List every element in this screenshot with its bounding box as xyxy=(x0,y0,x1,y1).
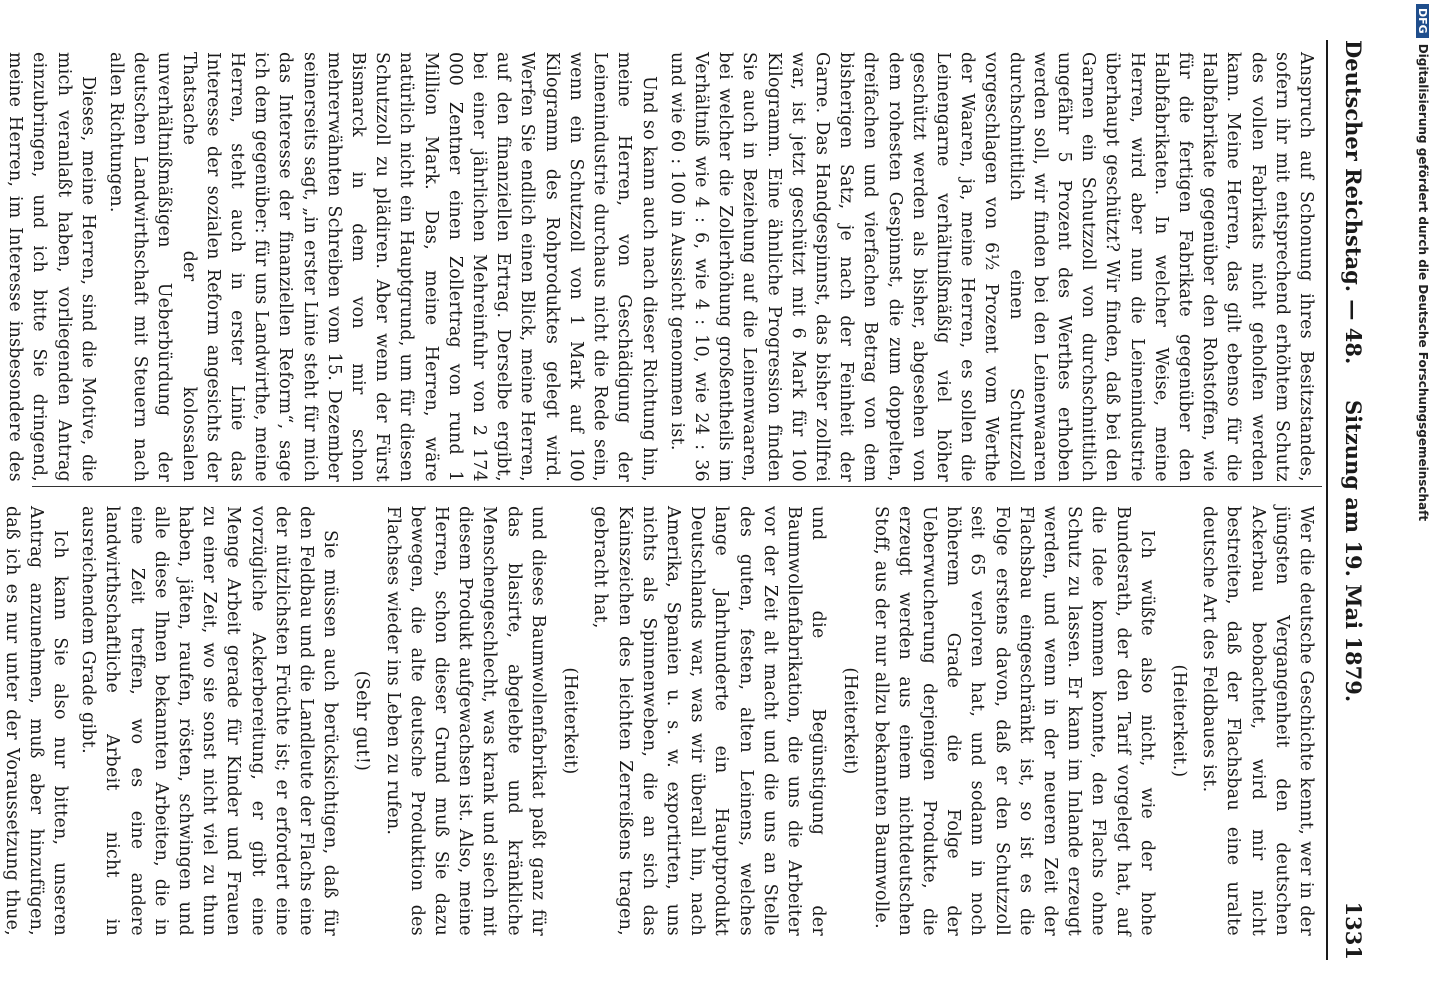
paragraph: Dieses, meine Herren, sind die Motive, die mich veranlaßt haben, vorliegenden Antrag einzubringen, und ich bitte Sie dringend, meine Herren, im Interesse insbesondere des xyxy=(5,52,98,482)
paragraph: Anspruch auf Schonung ihres Besitzstandes, sofern ihr mit entsprechend erhöhtem Schutz des vollen Fabrikats nicht geholfen werden kann. Meine Herren, das gilt ebenso für die Halbfabrikate gegenüber den Rohstoffen, wie für die fertigen Fabrikate gegenüber den Halbfabrikaten. In welcher Weise, meine Herren, wird aber nun die Leinenindustrie überhaupt geschützt? Wir finden, daß bei den Garnen ein Schutzzoll von durchschnittlich ungefähr 5 Prozent des Werthes erhoben werden soll, wir finden bei den Leinenwaaren durchschnittlich einen Schutzzoll vorgeschlagen von 6½ Prozent vom Werthe der Waaren, ja, meine Herren, es sollen die Leinengarne verhältnißmäßig viel höher geschützt werden als bisher, abgesehen von dem rohesten Gespinnst, die zum doppelten, dreifachen und vierfachen Betrag von dem bisherigen Satz, je nach der Feinheit der Garne. Das Handgespinnst, das bisher zollfrei war, ist jetzt geschützt mit 6 Mark für 100 Kilogramm. Eine ähnliche Progression finden Sie auch in Beziehung auf die Leinenwaaren, bei welcher die Zollerhöhung großentheils im Verhältniß wie 4 : 6, wie 4 : 10, wie 24 : 36 und wie 60 : 100 in Aussicht genommen ist. xyxy=(666,52,1316,482)
interjection: (Heiterkeit) xyxy=(840,667,861,775)
interjection: (Heiterkeit.) xyxy=(1168,664,1189,778)
paragraph: und die Begünstigung der Baumwollenfabrikation, die uns die Arbeiter vor der Zeit alt macht und die uns an Stelle des guten, festen, alten Leinens, welches lange Jahrhunderte ein Hauptprodukt Deutschlands war, was wir überall hin, nach Amerika, Spanien u. s. w. exportirten, uns nichts als Spinnenweben, die an sich das Kainszeichen des leichten Zerreißens tragen, gebracht hat, xyxy=(590,506,829,936)
paragraph: Wer die deutsche Geschichte kennt, wer in der jüngsten Vergangenheit den deutschen Ackerbau beobachtet, wird mir nicht bestreiten, daß der Flachsbau eine uralte deutsche Art des Feldbaues ist. xyxy=(1199,506,1316,936)
interjection: (Sehr gut!) xyxy=(352,670,373,772)
paragraph: und dieses Baumwollenfabrikat paßt ganz für das blasirte, abgelebte und kränkliche Menschengeschlecht, was krank und siech mit diesem Produkt aufgewachsen ist. Also, meine Herren, schon dieser Grund muß Sie dazu bewegen, die alte deutsche Produktion des Flachses wieder ins Leben zu rufen. xyxy=(382,506,548,936)
paragraph: Ich wüßte also nicht, wie der hohe Bundesrath, der den Tarif vorgelegt hat, auf die Idee kommen konnte, den Flachs ohne Schutz zu lassen. Er kann im Inlande erzeugt werden, und wenn in der neueren Zeit der Flachsbau eingeschränkt ist, so ist es die Folge erstens davon, daß er den Schutzzoll seit 65 verloren hat, und sodann in noch höherem Grade die Folge der Ueberwucherung derjenigen Produkte, die erzeugt werden aus einem nichtdeutschen Stoff, aus der nur allzu bekannten Baumwolle. xyxy=(870,506,1157,936)
text-column-left xyxy=(5,52,1318,482)
paragraph: Sie müssen auch berücksichtigen, daß für den Feldbau und die Landleute der Flachs eine der nützlichsten Früchte ist; er erfordert eine vorzügliche Ackerbereitung, er gibt eine Menge Arbeit gerade für Kinder und Frauen zu einer Zeit, wo sie sonst nicht viel zu thun haben, jäten, raufen, rösten, schwingen und alle diese Ihnen bekannten Arbeiten, die in eine Zeit treffen, wo es eine andere landwirthschaftliche Arbeit nicht in ausreichendem Grade gibt. xyxy=(78,506,341,936)
paragraph: Ich kann Sie also nur bitten, unseren Antrag anzunehmen, muß aber hinzufügen, daß ich es nur unter der Voraussetzung thue, xyxy=(1,506,71,936)
column-divider xyxy=(32,486,1322,487)
dfg-sidebar xyxy=(1412,4,1432,994)
paragraph: Und so kann auch nach dieser Richtung hin, meine Herren, von Geschädigung der Leinenindustrie durchaus nicht die Rede sein, wenn ein Schutzzoll von 1 Mark auf 100 Kilogramm des Rohproduktes gelegt wird. Werfen Sie endlich einen Blick, meine Herren, auf den finanziellen Ertrag. Derselbe ergibt, bei einer jährlichen Mehreinfuhr von 2 174 000 Zentner einen Zollertrag von rund 1 Million Mark. Das, meine Herren, wäre natürlich nicht ein Hauptgrund, um für diesen Schutzzoll zu plädiren. Aber wenn der Fürst Bismarck in dem von mir schon mehrerwähnten Schreiben vom 15. Dezember seinerseits sagt, „in erster Linie steht für mich das Interesse der finanziellen Reform“, sage ich dem gegenüber: für uns Landwirthe, meine Herren, steht auch in erster Linie das Interesse der sozialen Reform angesichts der Thatsache der kolossalen unverhältnißmäßigen Ueberbürdung der deutschen Landwirthschaft mit Steuern nach allen Richtungen. xyxy=(106,52,659,482)
interjection: (Heiterkeit) xyxy=(560,667,581,775)
page-header xyxy=(1336,40,1372,960)
header-rule xyxy=(1326,40,1328,960)
header-page-number: 1331 xyxy=(1341,901,1366,960)
header-session-date: Sitzung am 19. Mai 1879. xyxy=(1341,400,1366,703)
dfg-credit-text: Digitalisierung gefördert durch die Deutsche Forschungsgemeinschaft xyxy=(1416,43,1430,522)
text-column-right xyxy=(1,506,1318,936)
dfg-logo: DFG xyxy=(1416,4,1429,38)
header-left-title: Deutscher Reichstag. — 48. xyxy=(1341,40,1366,365)
